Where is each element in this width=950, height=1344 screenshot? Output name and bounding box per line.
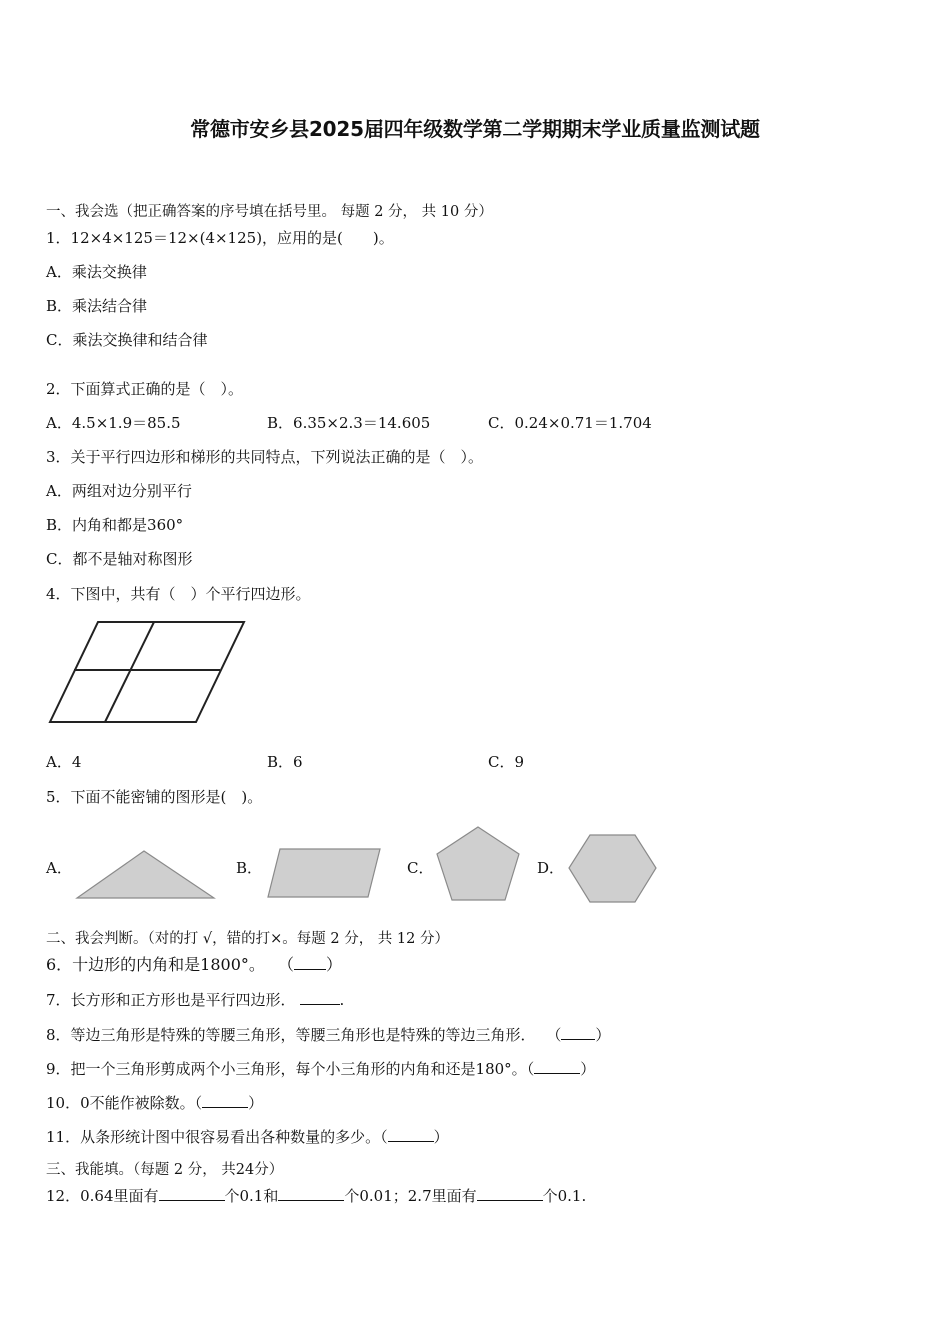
q8-answer-blank[interactable] [561,1024,595,1040]
q4-stem: 4．下图中，共有（ ）个平行四边形。 [46,585,311,603]
section-1-heading: 一、我会选（把正确答案的序号填在括号里。 每题 2 分， 共 10 分） [46,204,493,220]
q12-part-4: 个0.1. [542,1187,587,1205]
q10-paren-close: ） [248,1094,264,1112]
q6-paren-open: （ [278,955,295,974]
q7 [46,989,344,1010]
q12-part-1: 12．0.64里面有 [46,1187,159,1205]
q4-option-b: B．6 [267,753,303,771]
q5-stem: 5．下面不能密铺的图形是( )。 [46,788,263,806]
q3-stem: 3．关于平行四边形和梯形的共同特点，下列说法正确的是（ ）。 [46,448,484,466]
q6-answer-blank[interactable] [294,954,326,970]
q5-option-b-label: B． [236,859,263,877]
q9-text: 9．把一个三角形剪成两个小三角形，每个小三角形的内角和还是180°。 [46,1060,527,1078]
q5-option-c-label: C． [407,859,434,877]
q4-option-c: C．9 [488,753,525,771]
q12-blank-3[interactable] [477,1185,543,1201]
pentagon-shape [434,824,524,904]
q2-option-c: C．0.24×0.71＝1.704 [488,414,652,432]
q3-option-c: C．都不是轴对称图形 [46,550,193,568]
q7-answer-blank[interactable] [300,989,340,1005]
q12-blank-2[interactable] [278,1185,344,1201]
hexagon-shape [566,832,660,906]
q11-paren-open: （ [380,1128,388,1146]
q12 [46,1185,586,1206]
q2-stem: 2．下面算式正确的是（ ）。 [46,380,244,398]
q7-text: 7．长方形和正方形也是平行四边形． [46,991,296,1009]
q2-option-a: A．4.5×1.9＝85.5 [46,414,181,432]
page-title: 常德市安乡县2025届四年级数学第二学期期末学业质量监测试题 [190,117,760,141]
q6 [46,954,342,975]
q1-option-a: A．乘法交换律 [46,263,147,281]
q10-text: 10．0不能作被除数。 [46,1094,195,1112]
q12-part-2: 个0.1和 [224,1187,279,1205]
q5-option-a-label: A． [46,859,72,877]
slanted-divider [105,622,154,722]
q6-paren-close: ） [326,955,343,974]
q11-paren-close: ） [433,1128,449,1146]
q8 [46,1024,610,1045]
q6-text: 6．十边形的内角和是1800°。 [46,955,265,974]
q10-paren-open: （ [194,1094,203,1112]
q12-blank-1[interactable] [159,1185,225,1201]
q12-part-3: 个0.01；2.7里面有 [344,1187,477,1205]
q2-option-b: B．6.35×2.3＝14.605 [267,414,431,432]
q1-stem: 1．12×4×125＝12×(4×125)，应用的是( )。 [46,229,394,247]
q9-paren-open: （ [526,1060,535,1078]
q8-paren-close: ） [595,1026,611,1044]
q8-paren-open: （ [546,1026,562,1044]
section-3-heading: 三、我能填。（每题 2 分， 共24分） [46,1162,284,1178]
q5-option-d-label: D． [537,859,565,877]
q11-answer-blank[interactable] [388,1126,434,1142]
q10-answer-blank[interactable] [202,1092,248,1108]
parallelogram-shape [264,846,384,902]
q11 [46,1126,449,1147]
q11-text: 11．从条形统计图中很容易看出各种数量的多少。 [46,1128,381,1146]
q9 [46,1058,595,1079]
q3-option-b: B．内角和都是360° [46,516,184,534]
q4-parallelogram-grid-figure [46,616,252,728]
q1-option-c: C．乘法交换律和结合律 [46,331,208,349]
q3-option-a: A．两组对边分别平行 [46,482,192,500]
triangle-shape [74,848,218,902]
q10 [46,1092,263,1113]
q9-paren-close: ） [580,1060,596,1078]
q9-answer-blank[interactable] [534,1058,580,1074]
q1-option-b: B．乘法结合律 [46,297,148,315]
section-2-heading: 二、我会判断。（对的打 √，错的打×。每题 2 分， 共 12 分） [46,931,449,947]
q8-text: 8．等边三角形是特殊的等腰三角形，等腰三角形也是特殊的等边三角形． [46,1026,536,1044]
q4-option-a: A．4 [46,753,82,771]
q7-tail: . [339,991,345,1009]
